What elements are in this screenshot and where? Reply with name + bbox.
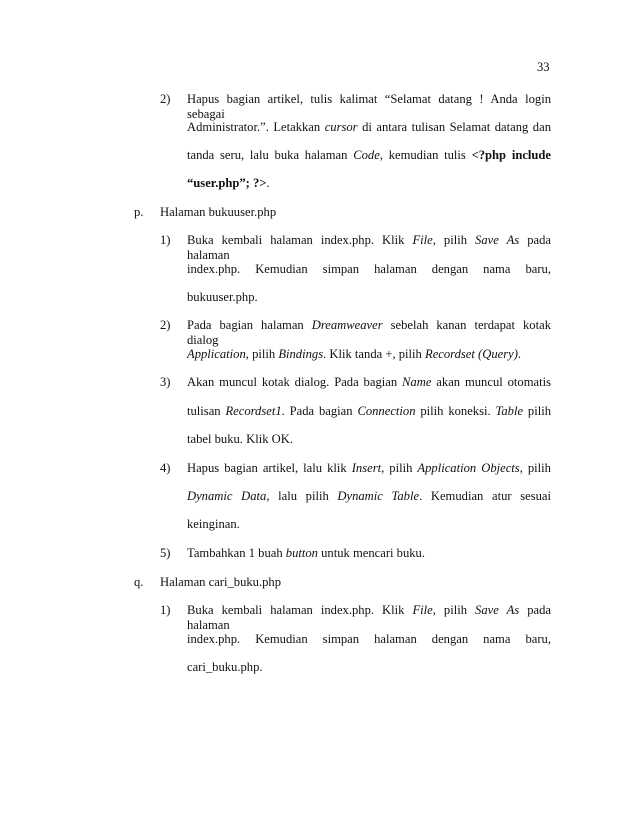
text-run: , pilih xyxy=(432,603,476,617)
text-run: . Kemudian atur sesuai xyxy=(419,489,551,503)
word: nama xyxy=(483,632,511,646)
paragraph-line xyxy=(187,92,551,122)
word: simpan xyxy=(322,632,360,646)
paragraph-line xyxy=(187,262,551,277)
paragraph-line xyxy=(187,375,551,390)
italic-term: cursor xyxy=(324,120,358,134)
paragraph-line xyxy=(187,347,521,362)
paragraph-line xyxy=(187,546,425,561)
word: dengan xyxy=(431,632,469,646)
italic-term: Dynamic Table xyxy=(337,489,420,503)
paragraph-line xyxy=(187,148,551,163)
code-snippet: <?php include xyxy=(471,148,552,162)
italic-term: Name xyxy=(402,375,432,389)
italic-term: Recordset1 xyxy=(225,404,282,418)
section-letter: p. xyxy=(134,205,144,219)
paragraph-line xyxy=(187,517,240,532)
section-title: Halaman bukuuser.php xyxy=(160,205,277,219)
paragraph-line xyxy=(187,318,551,348)
italic-term: Insert xyxy=(351,461,382,475)
italic-term: Dynamic Data xyxy=(187,489,267,503)
text-run: pilih koneksi. xyxy=(415,404,496,418)
word: halaman xyxy=(374,632,417,646)
section-title: Halaman cari_buku.php xyxy=(160,575,281,589)
text-run: Buka kembali halaman index.php. Klik xyxy=(187,233,413,247)
italic-term: Dreamweaver xyxy=(311,318,383,332)
italic-term: button xyxy=(285,546,318,560)
text-run: sebelah kanan terdapat kotak dialog xyxy=(187,318,551,347)
text-run: bukuuser.php. xyxy=(187,290,258,304)
text-run: . Klik tanda +, pilih xyxy=(323,347,425,361)
text-run: pada halaman xyxy=(187,603,551,632)
italic-term: Recordset (Query) xyxy=(425,347,518,361)
italic-term: Application Objects xyxy=(417,461,520,475)
list-number: 2) xyxy=(160,92,171,106)
list-number: 5) xyxy=(160,546,171,560)
paragraph-line xyxy=(187,432,293,447)
italic-term: Code xyxy=(353,148,380,162)
italic-term: Save As xyxy=(475,603,520,617)
text-run: akan muncul otomatis xyxy=(431,375,552,389)
word: index.php. xyxy=(187,262,241,276)
text-run: tanda seru, lalu buka halaman xyxy=(187,148,354,162)
text-run: Administrator.”. Letakkan xyxy=(187,120,325,134)
italic-term: Application xyxy=(187,347,246,361)
paragraph-line xyxy=(187,120,551,135)
paragraph-line xyxy=(187,660,263,675)
code-snippet: “user.php”; ?> xyxy=(187,176,267,190)
word: nama xyxy=(483,262,511,276)
text-run: pilih xyxy=(523,404,551,418)
text-run: di antara tulisan Selamat datang dan xyxy=(357,120,551,134)
italic-term: Bindings xyxy=(278,347,324,361)
paragraph-line xyxy=(187,233,551,263)
text-run: Hapus bagian artikel, tulis kalimat “Selamat datang ! Anda login sebagai xyxy=(187,92,551,121)
text-run: , pilih xyxy=(519,461,551,475)
text-run: pada halaman xyxy=(187,233,551,262)
text-run: Buka kembali halaman index.php. Klik xyxy=(187,603,413,617)
word: baru, xyxy=(525,632,551,646)
text-run: , pilih xyxy=(245,347,279,361)
word: baru, xyxy=(525,262,551,276)
word: index.php. xyxy=(187,632,241,646)
list-number: 2) xyxy=(160,318,171,332)
text-run: , pilih xyxy=(432,233,476,247)
italic-term: Save As xyxy=(475,233,520,247)
text-run: . xyxy=(266,176,270,190)
text-run: , kemudian tulis xyxy=(379,148,472,162)
paragraph-line xyxy=(187,404,551,419)
italic-term: File xyxy=(412,603,433,617)
word: Kemudian xyxy=(255,632,308,646)
word: simpan xyxy=(322,262,360,276)
italic-term: Connection xyxy=(357,404,416,418)
italic-term: Table xyxy=(495,404,524,418)
word: halaman xyxy=(374,262,417,276)
italic-term: File xyxy=(412,233,433,247)
paragraph-line xyxy=(187,461,551,476)
text-run: untuk mencari buku. xyxy=(317,546,426,560)
paragraph-line xyxy=(187,603,551,633)
section-letter: q. xyxy=(134,575,144,589)
word: dengan xyxy=(431,262,469,276)
text-run: Hapus bagian artikel, lalu klik xyxy=(187,461,352,475)
list-number: 1) xyxy=(160,233,171,247)
text-run: cari_buku.php. xyxy=(187,660,263,674)
paragraph-line xyxy=(187,290,258,305)
list-number: 3) xyxy=(160,375,171,389)
paragraph-line xyxy=(187,176,270,191)
word: Kemudian xyxy=(255,262,308,276)
list-number: 1) xyxy=(160,603,171,617)
list-number: 4) xyxy=(160,461,171,475)
text-run: . Pada bagian xyxy=(281,404,358,418)
text-run: keinginan. xyxy=(187,517,240,531)
page-number: 33 xyxy=(537,60,550,74)
text-run: . xyxy=(517,347,522,361)
paragraph-line xyxy=(187,489,551,504)
paragraph-line xyxy=(187,632,551,647)
text-run: Akan muncul kotak dialog. Pada bagian xyxy=(187,375,403,389)
text-run: Tambahkan 1 buah xyxy=(187,546,286,560)
text-run: tulisan xyxy=(187,404,226,418)
text-run: Pada bagian halaman xyxy=(187,318,312,332)
text-run: tabel buku. Klik OK. xyxy=(187,432,293,446)
text-run: , pilih xyxy=(381,461,418,475)
text-run: , lalu pilih xyxy=(266,489,338,503)
